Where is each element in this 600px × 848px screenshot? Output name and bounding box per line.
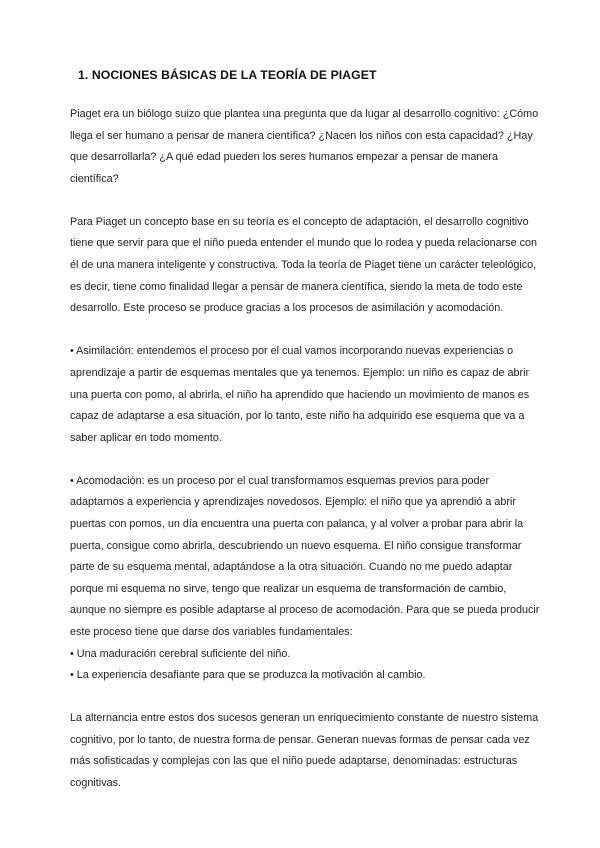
list-item: • Una maduración cerebral suficiente del niño. [70, 647, 291, 660]
paragraph-assimilation: • Asimilación: entendemos el proceso por el cual vamos incorporando nuevas experiencias o aprendizaje a partir de esquemas mentales que ya tenemos. Ejemplo: un niño es capaz de abrir una puerta con pomo, al abrirla, el niño ha aprendido que haciendo un movimiento de manos es capaz de adaptarse a esa situación, por lo tanto, este niño ha adquirido ese esquema que va a saber aplicar en todo momento. [70, 345, 530, 444]
list-item: • La experiencia desafiante para que se produzca la motivación al cambio. [70, 669, 426, 682]
paragraph-intro: Piaget era un biólogo suizo que plantea una pregunta que da lugar al desarrollo cognitivo: ¿Cómo llega el ser humano a pensar de manera científica? ¿Nacen los niños con esta capacidad? ¿Hay que desarrollarla? ¿A qué edad pueden los seres humanos empezar a pensar de manera científica? [70, 108, 539, 185]
variables-list [70, 644, 540, 687]
section-heading: 1. NOCIONES BÁSICAS DE LA TEORÍA DE PIAGET [78, 68, 377, 82]
paragraph-accommodation: • Acomodación: es un proceso por el cual transformamos esquemas previos para poder adaptarnos a experiencia y aprendizajes novedosos. Ejemplo: el niño que ya aprendió a abrir puertas con pomos, un día encuentra una puerta con palanca, y al volver a probar para abrir la puerta, consigue como abrirla, descubriendo un nuevo esquema. El niño consigue transformar parte de su esquema mental, adaptándose a la otra situación. Cuando no me puedo adaptar porque mi esquema no sirve, tengo que realizar un esquema de transformación de cambio, aunque no siempre es posible adaptarse al proceso de acomodación. Para que se pueda producir este proceso tiene que darse dos variables fundamentales: [70, 474, 540, 638]
paragraph-adaptation: Para Piaget un concepto base en su teoría es el concepto de adaptación, el desarrollo cognitivo tiene que servir para que el niño pueda entender el mundo que lo rodea y pueda relacionarse con él de una manera inteligente y constructiva. Toda la teoría de Piaget tiene un carácter teleológico, es decir, tiene como finalidad llegar a pensar de manera científica, siendo la meta de todo este desarrollo. Este proceso se produce gracias a los procesos de asimilación y acomodación. [70, 215, 537, 315]
paragraph-closing: La alternancia entre estos dos sucesos generan un enriquecimiento constante de nuestro sistema cognitivo, por lo tanto, de nuestra forma de pensar. Generan nuevas formas de pensar cada vez más sofisticadas y complejas con las que el niño puede adaptarse, denominadas: estructuras cognitivas. [70, 712, 539, 790]
